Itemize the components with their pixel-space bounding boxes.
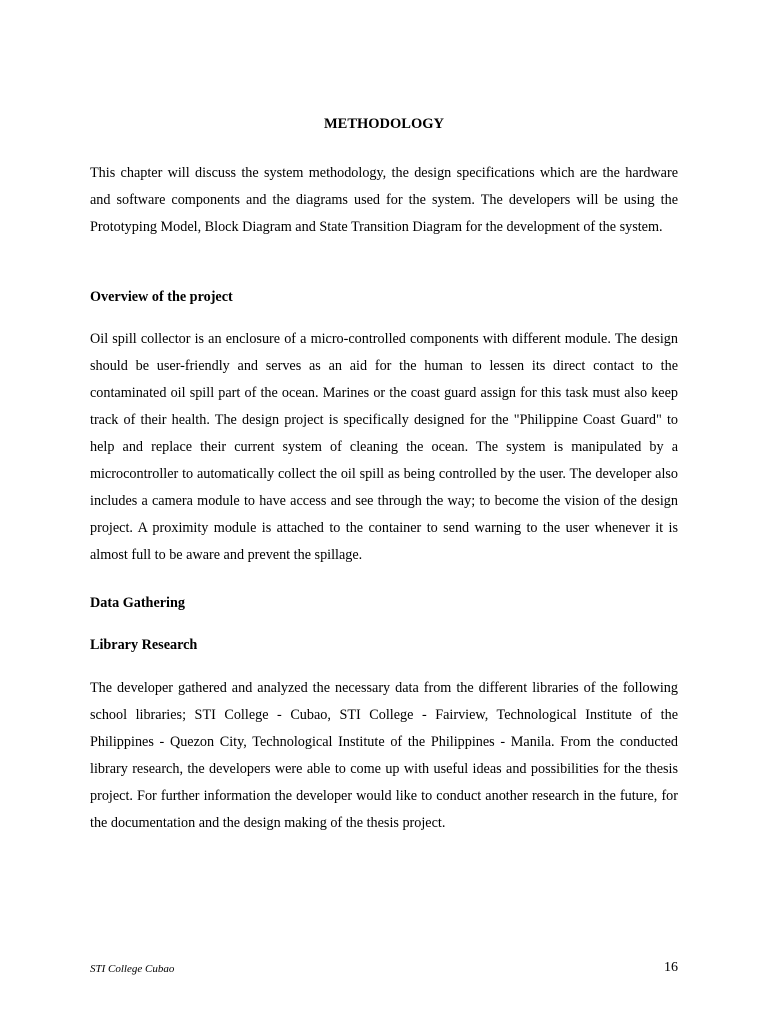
library-research-paragraph: The developer gathered and analyzed the necessary data from the different libraries of the following school libraries; STI College - Cubao, STI College - Fairview, Technological Institute of the Philippines - Quezon City, Technological Institute of the Philippines - Manila. From the conducted library research, the developers were able to come up with useful ideas and possibilities for the thesis project. For further information the developer would like to conduct another research in the future, for the documentation and the design making of the thesis project. — [90, 680, 678, 831]
overview-paragraph: Oil spill collector is an enclosure of a micro-controlled components with different module. The design should be user-friendly and serves as an aid for the human to lessen its direct contact to the contaminated oil spill part of the ocean. Marines or the coast guard assign for this task must also keep track of their health. The design project is specifically designed for the "Philippine Coast Guard" to help and replace their current system of cleaning the ocean. The system is manipulated by a microcontroller to automatically collect the oil spill as being controlled by the user. The developer also includes a camera module to have access and see through the way; to become the vision of the design project. A proximity module is attached to the container to send warning to the user whenever it is almost full to be aware and prevent the spillage. — [90, 331, 678, 563]
page-number: 16 — [664, 960, 678, 975]
intro-paragraph: This chapter will discuss the system methodology, the design specifications which are the hardware and software components and the diagrams used for the system. The developers will be using the Prototyping Model, Block Diagram and State Transition Diagram for the development of the system. — [90, 165, 678, 235]
library-research-heading: Library Research — [90, 637, 198, 653]
data-gathering-heading: Data Gathering — [90, 595, 185, 611]
page-title: METHODOLOGY — [323, 116, 445, 132]
overview-heading: Overview of the project — [90, 289, 233, 305]
footer-school-name: STI College Cubao — [90, 963, 175, 975]
